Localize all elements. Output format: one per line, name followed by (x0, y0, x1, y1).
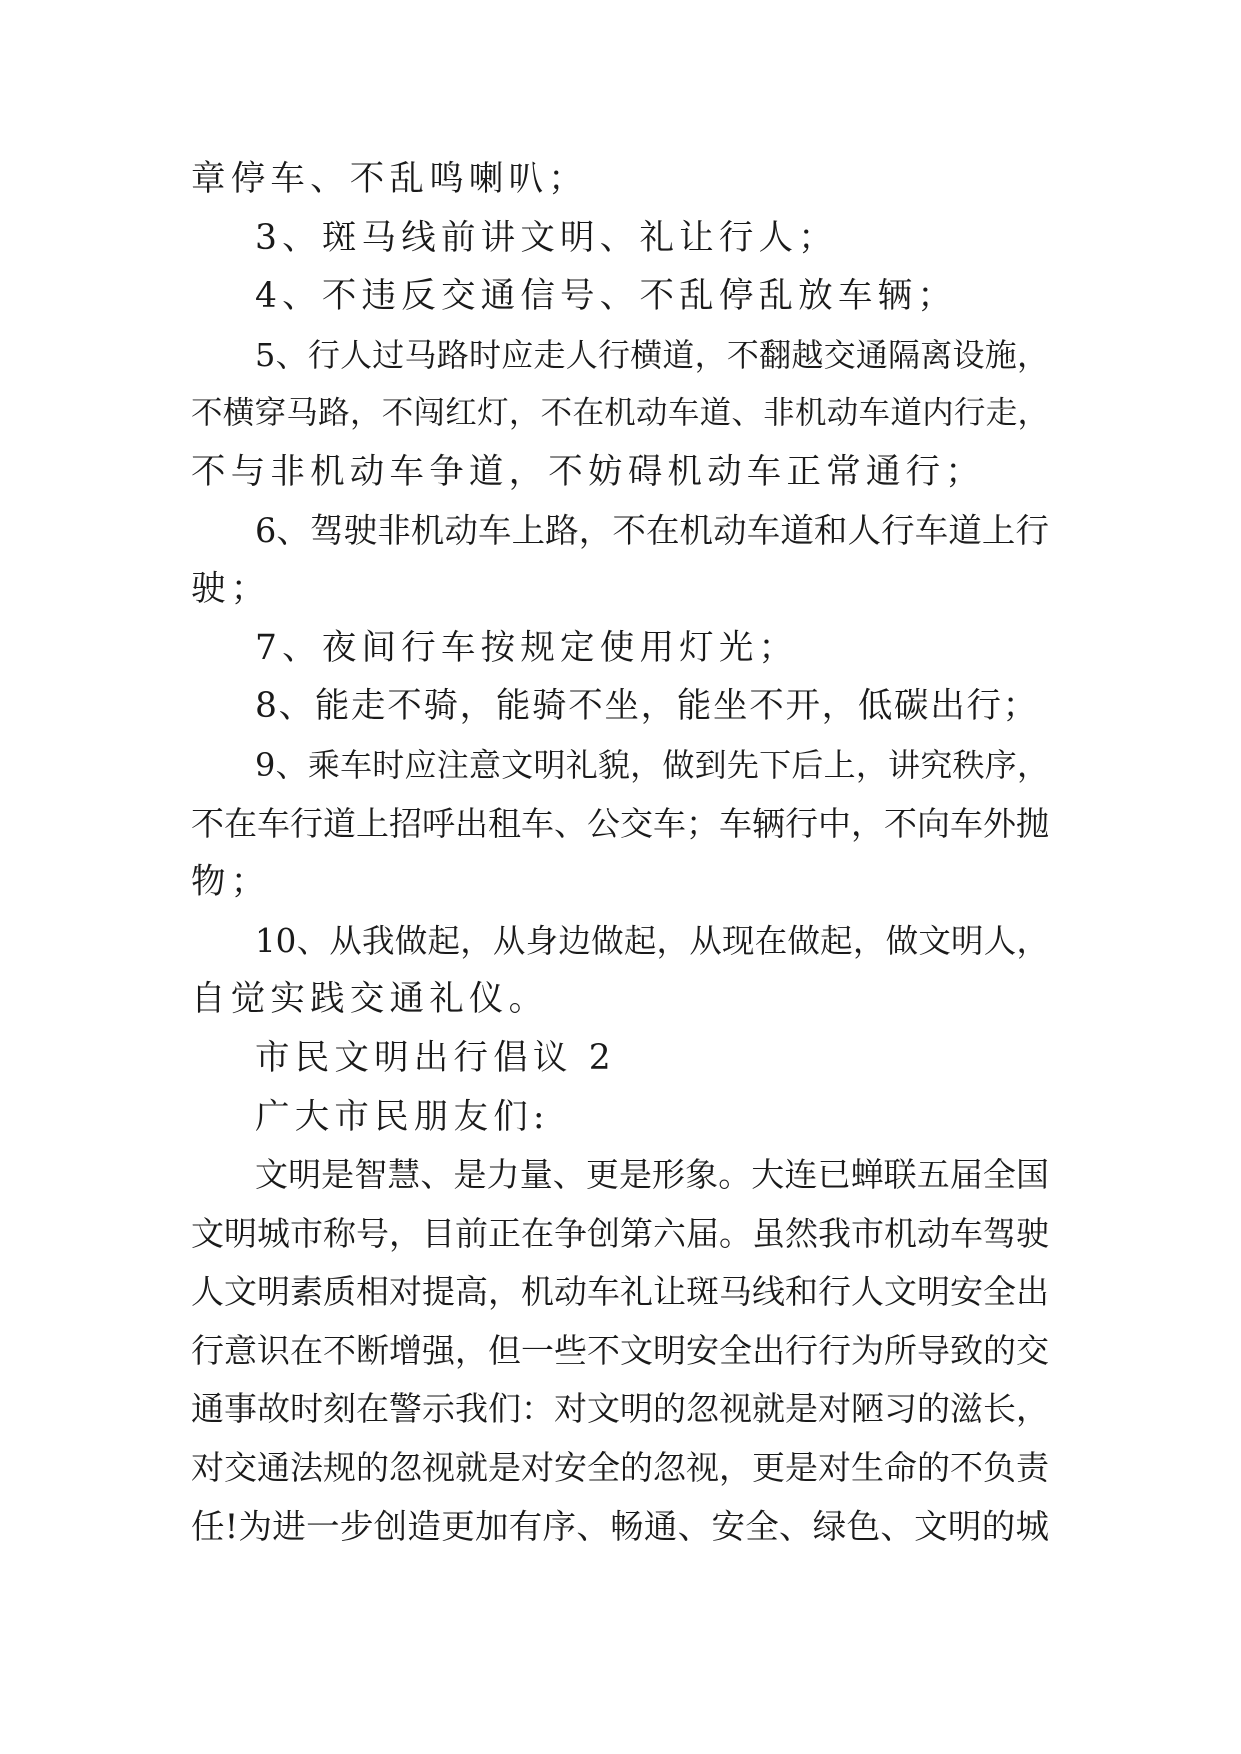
list-item-5: 5、行人过马路时应走人行横道，不翻越交通隔离设施， (255, 335, 1049, 374)
paragraph-line: 行意识在不断增强，但一些不文明安全出行行为所导致的交 (191, 1330, 1049, 1370)
text-line: 驶； (191, 569, 271, 610)
paragraph-line: 人文明素质相对提高，机动车礼让斑马线和行人文明安全出 (191, 1272, 1049, 1312)
text-line: 章停车、不乱鸣喇叭； (191, 159, 588, 199)
text-line: 不横穿马路，不闯红灯，不在机动车道、非机动车道内行走， (191, 395, 1049, 432)
list-item-3: 3、斑马线前讲文明、礼让行人； (255, 217, 838, 258)
list-item-7: 7、夜间行车按规定使用灯光； (255, 627, 799, 668)
paragraph-line: 文明城市称号，目前正在争创第六届。虽然我市机动车驾驶 (191, 1213, 1049, 1253)
paragraph-line: 文明是智慧、是力量、更是形象。大连已蝉联五届全国 (255, 1155, 1049, 1195)
salutation: 广大市民朋友们: (255, 1096, 550, 1137)
list-item-8: 8、能走不骑，能骑不坐，能坐不开，低碳出行； (255, 686, 1039, 727)
text-line: 自觉实践交通礼仪。 (191, 979, 549, 1020)
list-item-4: 4、不违反交通信号、不乱停乱放车辆； (255, 276, 958, 317)
paragraph-line: 任!为进一步创造更加有序、畅通、安全、绿色、文明的城 (191, 1506, 1049, 1546)
text-line: 物； (191, 862, 271, 903)
text-line: 不在车行道上招呼出租车、公交车；车辆行中，不向车外抛 (191, 803, 1049, 843)
document-body (191, 150, 1049, 1556)
list-item-6: 6、驾驶非机动车上路，不在机动车道和人行车道上行 (255, 510, 1049, 550)
paragraph-line: 通事故时刻在警示我们：对文明的忽视就是对陋习的滋长， (191, 1389, 1049, 1429)
list-item-10: 10、从我做起，从身边做起，从现在做起，做文明人， (255, 921, 1049, 960)
section-title: 市民文明出行倡议 2 (255, 1037, 616, 1078)
text-line: 不与非机动车争道，不妨碍机动车正常通行； (191, 451, 985, 492)
paragraph-line: 对交通法规的忽视就是对安全的忽视，更是对生命的不负责 (191, 1448, 1049, 1488)
list-item-9: 9、乘车时应注意文明礼貌，做到先下后上，讲究秩序， (255, 745, 1049, 784)
